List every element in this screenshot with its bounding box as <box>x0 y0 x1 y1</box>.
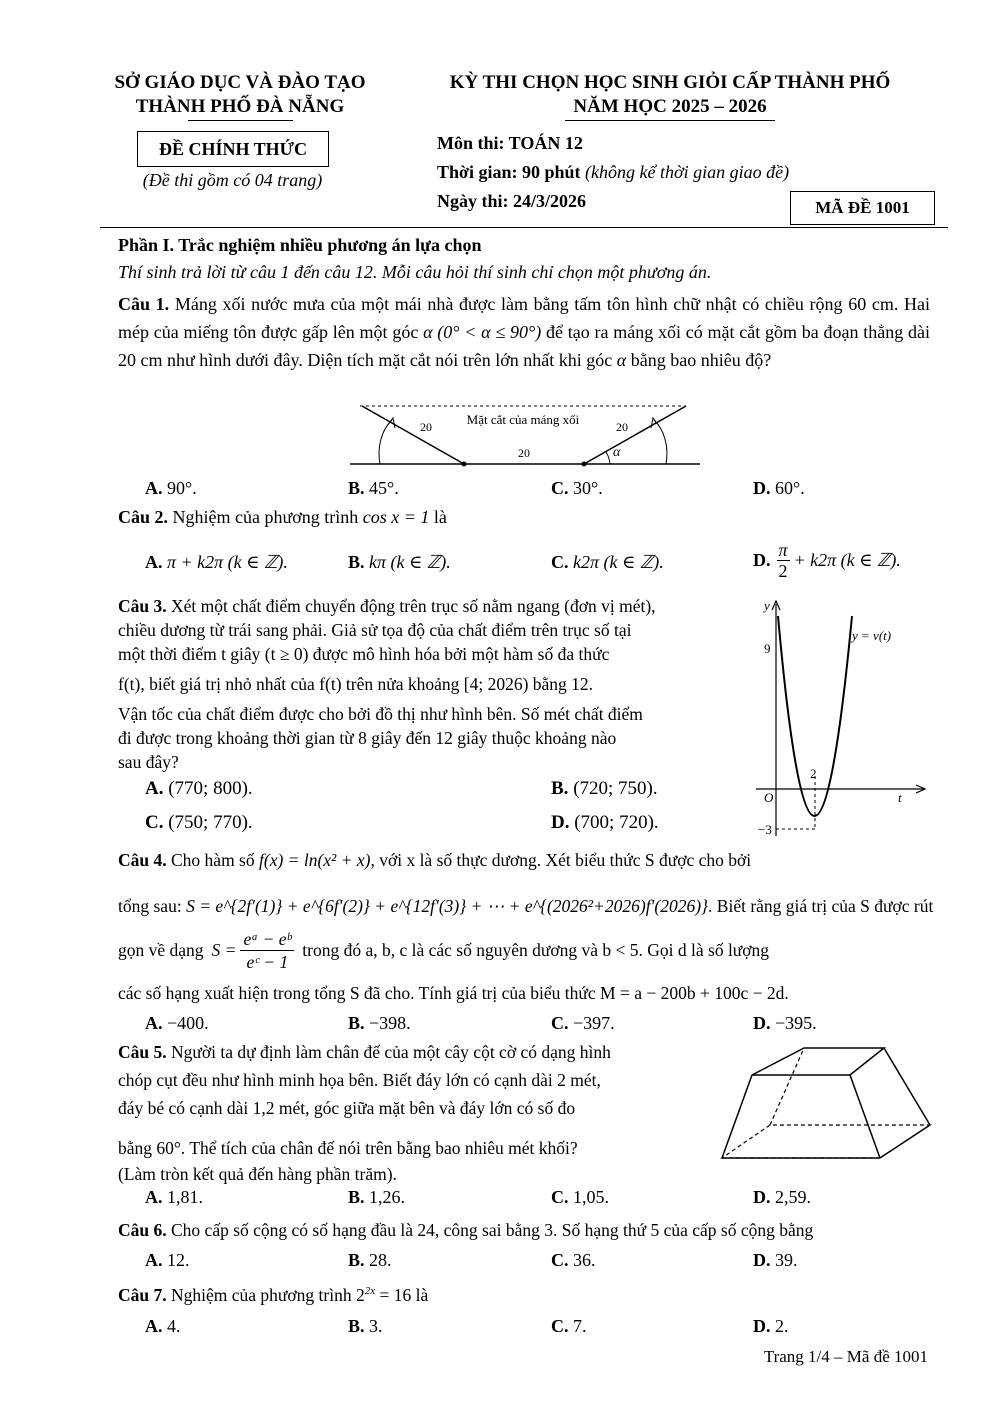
question-1-text-a: Máng xối nước mưa của một mái nhà được làm bằng tấm tôn hình chữ nhật có chiều rộng 60 cm. Hai mép của miếng tôn được gấp lên một góc <box>118 294 930 342</box>
question-4-line-4: các số hạng xuất hiện trong tổng S đã cho. Tính giá trị của biểu thức M = a − 200b + 100c − 2d. <box>118 983 789 1003</box>
part1-title: Phần I. Trắc nghiệm nhiều phương án lựa chọn <box>118 235 482 255</box>
q4-option-d[interactable]: D. −395. <box>753 1013 817 1033</box>
velocity-graph <box>752 596 932 840</box>
question-2-tail: là <box>433 507 447 527</box>
question-7-equation: $2^{2x} = 16$ <box>355 1285 412 1305</box>
alpha-angle-arc <box>606 452 610 464</box>
gutter-figure-title: Mặt cắt của máng xối <box>466 412 580 427</box>
question-4-sum: S = e^{2f′(1)} + e^{6f′(2)} + e^{12f′(3)} + ⋯ + e^{(2026²+2026)f′(2026)} <box>186 896 709 916</box>
q6-option-c[interactable]: C. 36. <box>551 1250 596 1270</box>
frustum-bottom-hidden <box>722 1125 930 1158</box>
question-4-label: Câu 4. <box>118 850 167 870</box>
q3-option-c[interactable]: C. (750; 770). <box>145 812 253 833</box>
y-axis-label: y <box>764 598 770 613</box>
q2-option-d[interactable]: D. π 2 + k2π (k ∈ ℤ). <box>753 540 901 581</box>
q1-option-a[interactable]: A. 90°. <box>145 478 197 498</box>
s-fraction: $\frac{\text{eᵃ − eᵇ}}{\text{eᶜ − 1}}$ <box>240 928 294 973</box>
question-6: Câu 6. Cho cấp số cộng có số hạng đầu là 24, công sai bằng 3. Số hạng thứ 5 của cấp số cộng bằng <box>118 1220 814 1240</box>
y-tick-9: 9 <box>764 641 771 656</box>
pi-over-2-fraction: π 2 <box>778 540 788 581</box>
q5-option-a[interactable]: A. 1,81. <box>145 1187 203 1207</box>
time-label: Thời gian: 90 phút <box>437 162 581 182</box>
s-equals: S = <box>211 940 237 960</box>
part1-instruction: Thí sinh trả lời từ câu 1 đến câu 12. Mỗi câu hỏi thí sinh chỉ chọn một phương án. <box>118 262 712 282</box>
header-right-underline <box>565 120 775 121</box>
q7-option-b[interactable]: B. 3. <box>348 1316 383 1336</box>
question-7: Câu 7. Nghiệm của phương trình $2^{2x} = 16$ là <box>118 1285 429 1305</box>
question-2-text: Nghiệm của phương trình <box>172 507 359 527</box>
gutter-left-vertex <box>462 462 467 467</box>
gutter-left-side <box>362 406 464 464</box>
x-tick-2: 2 <box>810 766 817 781</box>
question-1-alpha: α <box>616 350 627 370</box>
angle-alpha-label: α <box>613 445 621 460</box>
frustum-lateral-edge-1 <box>722 1075 752 1158</box>
y-tick-minus-3: −3 <box>758 822 772 837</box>
frustum-lateral-edge-3 <box>884 1048 930 1125</box>
frustum-figure <box>712 1040 937 1165</box>
question-1-text-c: bằng bao nhiêu độ? <box>630 350 772 370</box>
header-left-underline <box>188 120 293 121</box>
left-length-label: 20 <box>420 420 432 434</box>
q2-option-b[interactable]: B. kπ (k ∈ ℤ). <box>348 552 451 572</box>
time-note: (không kể thời gian giao đề) <box>585 162 790 182</box>
pages-note: (Đề thi gồm có 04 trang) <box>142 170 323 190</box>
question-4-line-3: gọn về dạng S = $\frac{\text{eᵃ − eᵇ}}{\text{eᶜ − 1}}$ trong đó a, b, c là các số nguyên dương và b < 5. Gọi d là số lượng <box>118 929 770 972</box>
gutter-right-vertex <box>582 462 587 467</box>
q4-option-a[interactable]: A. −400. <box>145 1013 209 1033</box>
q2-option-c[interactable]: C. k2π (k ∈ ℤ). <box>551 552 664 572</box>
exam-date: Ngày thi: 24/3/2026 <box>437 191 587 211</box>
left-fold-arc <box>379 420 392 464</box>
gutter-figure <box>340 398 710 470</box>
question-2 <box>118 507 447 528</box>
q1-option-b[interactable]: B. 45°. <box>348 478 399 498</box>
question-2-equation: cos x = 1 <box>362 507 430 527</box>
header-divider <box>100 227 948 228</box>
q5-option-b[interactable]: B. 1,26. <box>348 1187 406 1207</box>
question-1-condition: α (0° < α ≤ 90°) <box>423 322 542 342</box>
q1-option-d[interactable]: D. 60°. <box>753 478 805 498</box>
right-fold-arc <box>654 420 667 464</box>
question-5-label: Câu 5. <box>118 1042 167 1062</box>
velocity-curve <box>778 616 852 816</box>
q6-option-d[interactable]: D. 39. <box>753 1250 798 1270</box>
question-4-function: f(x) = ln(x² + x), <box>259 850 375 870</box>
gutter-right-side <box>584 406 686 464</box>
frustum-lateral-edge-hidden <box>770 1048 804 1125</box>
time-line <box>437 162 789 183</box>
question-2-label: Câu 2. <box>118 507 169 527</box>
school-year: NĂM HỌC 2025 – 2026 <box>573 96 767 117</box>
question-3-label: Câu 3. <box>118 596 167 616</box>
question-5: Câu 5. Người ta dự định làm chân đế của một cây cột cờ có dạng hình chóp cụt đều như hình minh họa bên. Biết đáy lớn có cạnh dài 2 mét, đáy bé có cạnh dài 1,2 mét, góc giữa mặt bên và đáy lớn có số đo bằng 60°. Thể tích của chân đế nói trên bằng bao nhiêu mét khối? (Làm tròn kết quả đến hàng phần trăm). <box>118 1042 611 1184</box>
x-axis-label: t <box>898 790 902 805</box>
q6-option-a[interactable]: A. 12. <box>145 1250 190 1270</box>
frustum-lateral-edge-2 <box>850 1075 880 1158</box>
q5-option-c[interactable]: C. 1,05. <box>551 1187 609 1207</box>
question-1-label: Câu 1. <box>118 294 170 314</box>
q7-option-c[interactable]: C. 7. <box>551 1316 587 1336</box>
subject: Môn thi: TOÁN 12 <box>437 133 583 153</box>
frustum-bottom-right-edge <box>880 1125 930 1158</box>
exam-code-box: MÃ ĐỀ 1001 <box>790 191 935 225</box>
official-exam-box: ĐỀ CHÍNH THỨC <box>137 131 329 167</box>
bottom-length-label: 20 <box>518 446 530 460</box>
frustum-top-face <box>752 1048 884 1075</box>
question-1-text-b: để tạo ra máng xối có mặt cắt gồm ba đoạn thẳng dài 20 cm như hình dưới đây. Diện tích mặt cắt nói trên lớn nhất khi góc <box>118 322 931 370</box>
city-name: THÀNH PHỐ ĐÀ NẴNG <box>135 96 345 117</box>
q3-option-b[interactable]: B. (720; 750). <box>551 778 658 799</box>
question-4-line-1: Câu 4. Cho hàm số f(x) = ln(x² + x), với x là số thực dương. Xét biểu thức S được cho bởi <box>118 850 752 870</box>
question-3: Câu 3. Xét một chất điểm chuyển động trên trục số nằm ngang (đơn vị mét), chiều dương từ trái sang phải. Giả sử tọa độ của chất điểm trên trục số tại một thời điểm t giây (t ≥ 0) được mô hình hóa bởi một hàm số đa thức f(t), biết giá trị nhỏ nhất của f(t) trên nửa khoảng [4; 2026) bằng 12. Vận tốc của chất điểm được cho bởi đồ thị như hình bên. Số mét chất điểm đi được trong khoảng thời gian từ 8 giây đến 12 giây thuộc khoảng nào sau đây? <box>118 596 656 772</box>
page-footer: Trang 1/4 – Mã đề 1001 <box>763 1347 928 1366</box>
q7-option-a[interactable]: A. 4. <box>145 1316 181 1336</box>
exam-title: KỲ THI CHỌN HỌC SINH GIỎI CẤP THÀNH PHỐ <box>449 72 891 93</box>
q1-option-c[interactable]: C. 30°. <box>551 478 603 498</box>
right-length-label: 20 <box>616 420 628 434</box>
q2-option-a[interactable]: A. π + k2π (k ∈ ℤ). <box>145 552 288 572</box>
question-1 <box>118 290 930 374</box>
q7-option-d[interactable]: D. 2. <box>753 1316 789 1336</box>
department-name: SỞ GIÁO DỤC VÀ ĐÀO TẠO <box>114 72 366 93</box>
question-4-line-2: tổng sau: S = e^{2f′(1)} + e^{6f′(2)} + e^{12f′(3)} + ⋯ + e^{(2026²+2026)f′(2026)}. Biết rằng giá trị của S được rút <box>118 896 934 916</box>
question-7-label: Câu 7. <box>118 1285 167 1305</box>
q4-option-c[interactable]: C. −397. <box>551 1013 615 1033</box>
origin-label: O <box>764 790 774 805</box>
question-6-label: Câu 6. <box>118 1220 167 1240</box>
q6-option-b[interactable]: B. 28. <box>348 1250 392 1270</box>
curve-label: y = v(t) <box>852 628 892 643</box>
q4-option-b[interactable]: B. −398. <box>348 1013 411 1033</box>
q5-option-d[interactable]: D. 2,59. <box>753 1187 811 1207</box>
q3-option-d[interactable]: D. (700; 720). <box>551 812 659 833</box>
q3-option-a[interactable]: A. (770; 800). <box>145 778 253 799</box>
